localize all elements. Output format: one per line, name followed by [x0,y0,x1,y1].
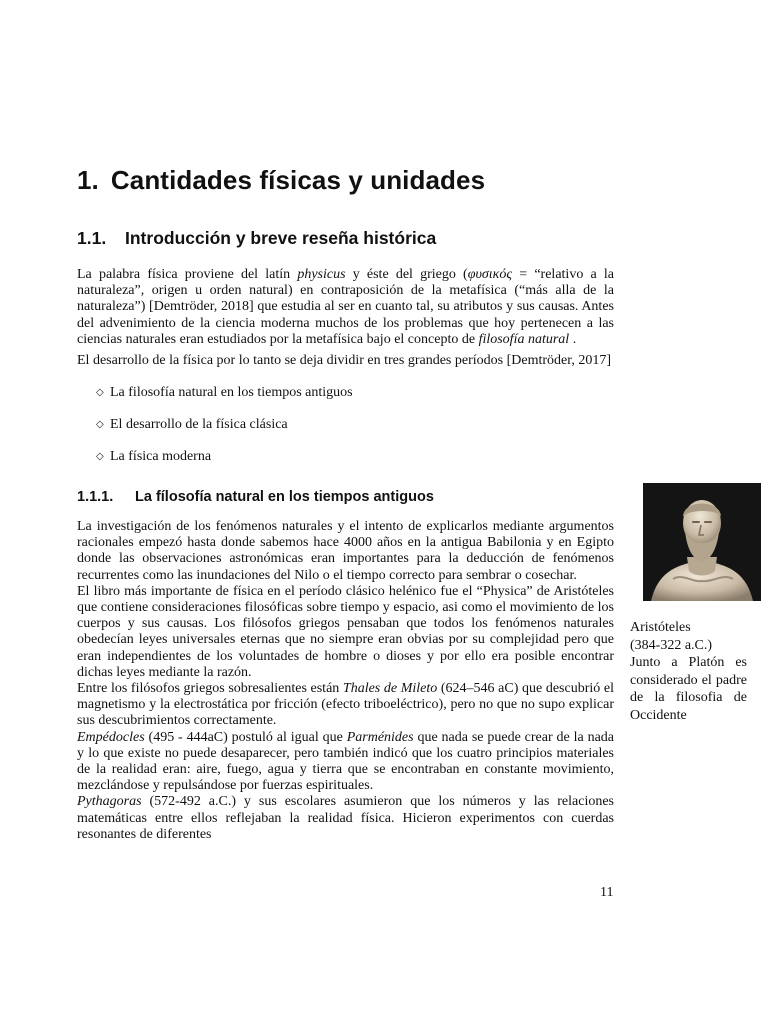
caption-dates: (384-322 a.C.) [630,637,713,653]
periods-paragraph: El desarrollo de la física por lo tanto se deja dividir en tres grandes períodos [Demtröder, 2017] [77,353,611,368]
name-pythagoras: Pythagoras [77,794,142,810]
caption-name: Aristóteles [630,620,691,635]
list-item: ◇ El desarrollo de la física clásica [96,417,288,432]
term-physicus: physicus [297,267,346,282]
greek-term: φυσικός [467,267,513,282]
body-paragraph: La investigación de los fenómenos naturales y el intento de explicarlos mediante argumentos racionales empezó hasta donde sabemos hace 4000 años en la antigua Babilonia y en Egipto donde las observaciones astronómicas eran importantes para la deducción de fenómenos recurrentes como las inundaciones del Nilo o el tiempo correcto para sembrar o cosechar. El libro más importante de física en el período clásico helénico fue el “Physica” de Aristóteles que contiene consideraciones filosóficas sobre tiempo y espacio, asi como el movimiento de los cuerpos y sus causas. Los filósofos griegos pensaban que todos los fenómenos naturales obedecían leyes universales eternas que no siempre eran obvias por su complejidad pero que eran independientes de los voluntades de hombre o dioses y por ello era posible encontrar dichas leyes mediante la razón. Entre los filósofos griegos sobresalientes están Thales de Mileto (624–546 aC) que descubrió el magnetismo y la electrostática por fricción (efecto triboeléctrico), pero no que no supo explicar sus descubrimientos correctamente. Empédocles (495 - 444aC) postuló al igual que Parménides que nada se puede crear de la nada y lo que existe no puede desaparecer, pero también indicó que los cuatro principios materiales de la realidad eran: aire, fuego, agua y tierra que se encontraban en constante movimiento, mezclándose y repulsándose por fuerzas espirituales. Pythagoras (572-492 a.C.) y sus escolares asumieron que los números y las relaciones matemáticas entre ellos reflejaban la realidad física. Hicieron experimentos con cuerdas resonantes de diferentes [77,519,614,842]
diamond-bullet-icon: ◇ [96,387,104,398]
list-item: ◇ La filosofía natural en los tiempos antiguos [96,385,353,400]
diamond-bullet-icon: ◇ [96,451,104,462]
intro-paragraph: La palabra física proviene del latín physicus y éste del griego (φυσικός = “relativo a la naturaleza”, origen u orden natural) en contraposición de la metafísica (“más alla de la naturaleza”) [Demtröder, 2018] que estudia al ser en cuanto tal, su atributos y sus causas. Antes del advenimiento de la ciencia moderna muchos de los problemas que hoy pertenecen a las ciencias naturales eran estudiados por la metafísica bajo el concepto de filosofía natural . [77,267,614,347]
subsection-heading [77,489,434,505]
subsection-title: La fílosofía natural en los tiempos antiguos [135,489,434,505]
aristotle-portrait [643,483,761,601]
section-title: Introducción y breve reseña histórica [125,228,437,248]
section-number: 1.1. [77,228,107,248]
section-heading [77,228,436,249]
name-parmenides: Parménides [346,729,414,745]
chapter-number: 1. [77,165,99,195]
bust-icon [643,483,761,601]
page-number: 11 [600,885,614,900]
caption-text: Junto a Platón es considerado el padre de la filosofia de Occidente [630,655,747,723]
subsection-number: 1.1.1. [77,489,114,505]
name-empedocles: Empédocles [77,729,145,745]
portrait-caption [630,619,747,724]
chapter-title [77,165,485,196]
diamond-bullet-icon: ◇ [96,419,104,430]
list-item: ◇ La física moderna [96,449,212,464]
name-thales: Thales de Mileto [342,681,438,697]
term-filosofia-natural: filosofía natural [478,331,570,347]
periods-list [96,385,353,481]
chapter-title-text: Cantidades físicas y unidades [110,165,486,195]
